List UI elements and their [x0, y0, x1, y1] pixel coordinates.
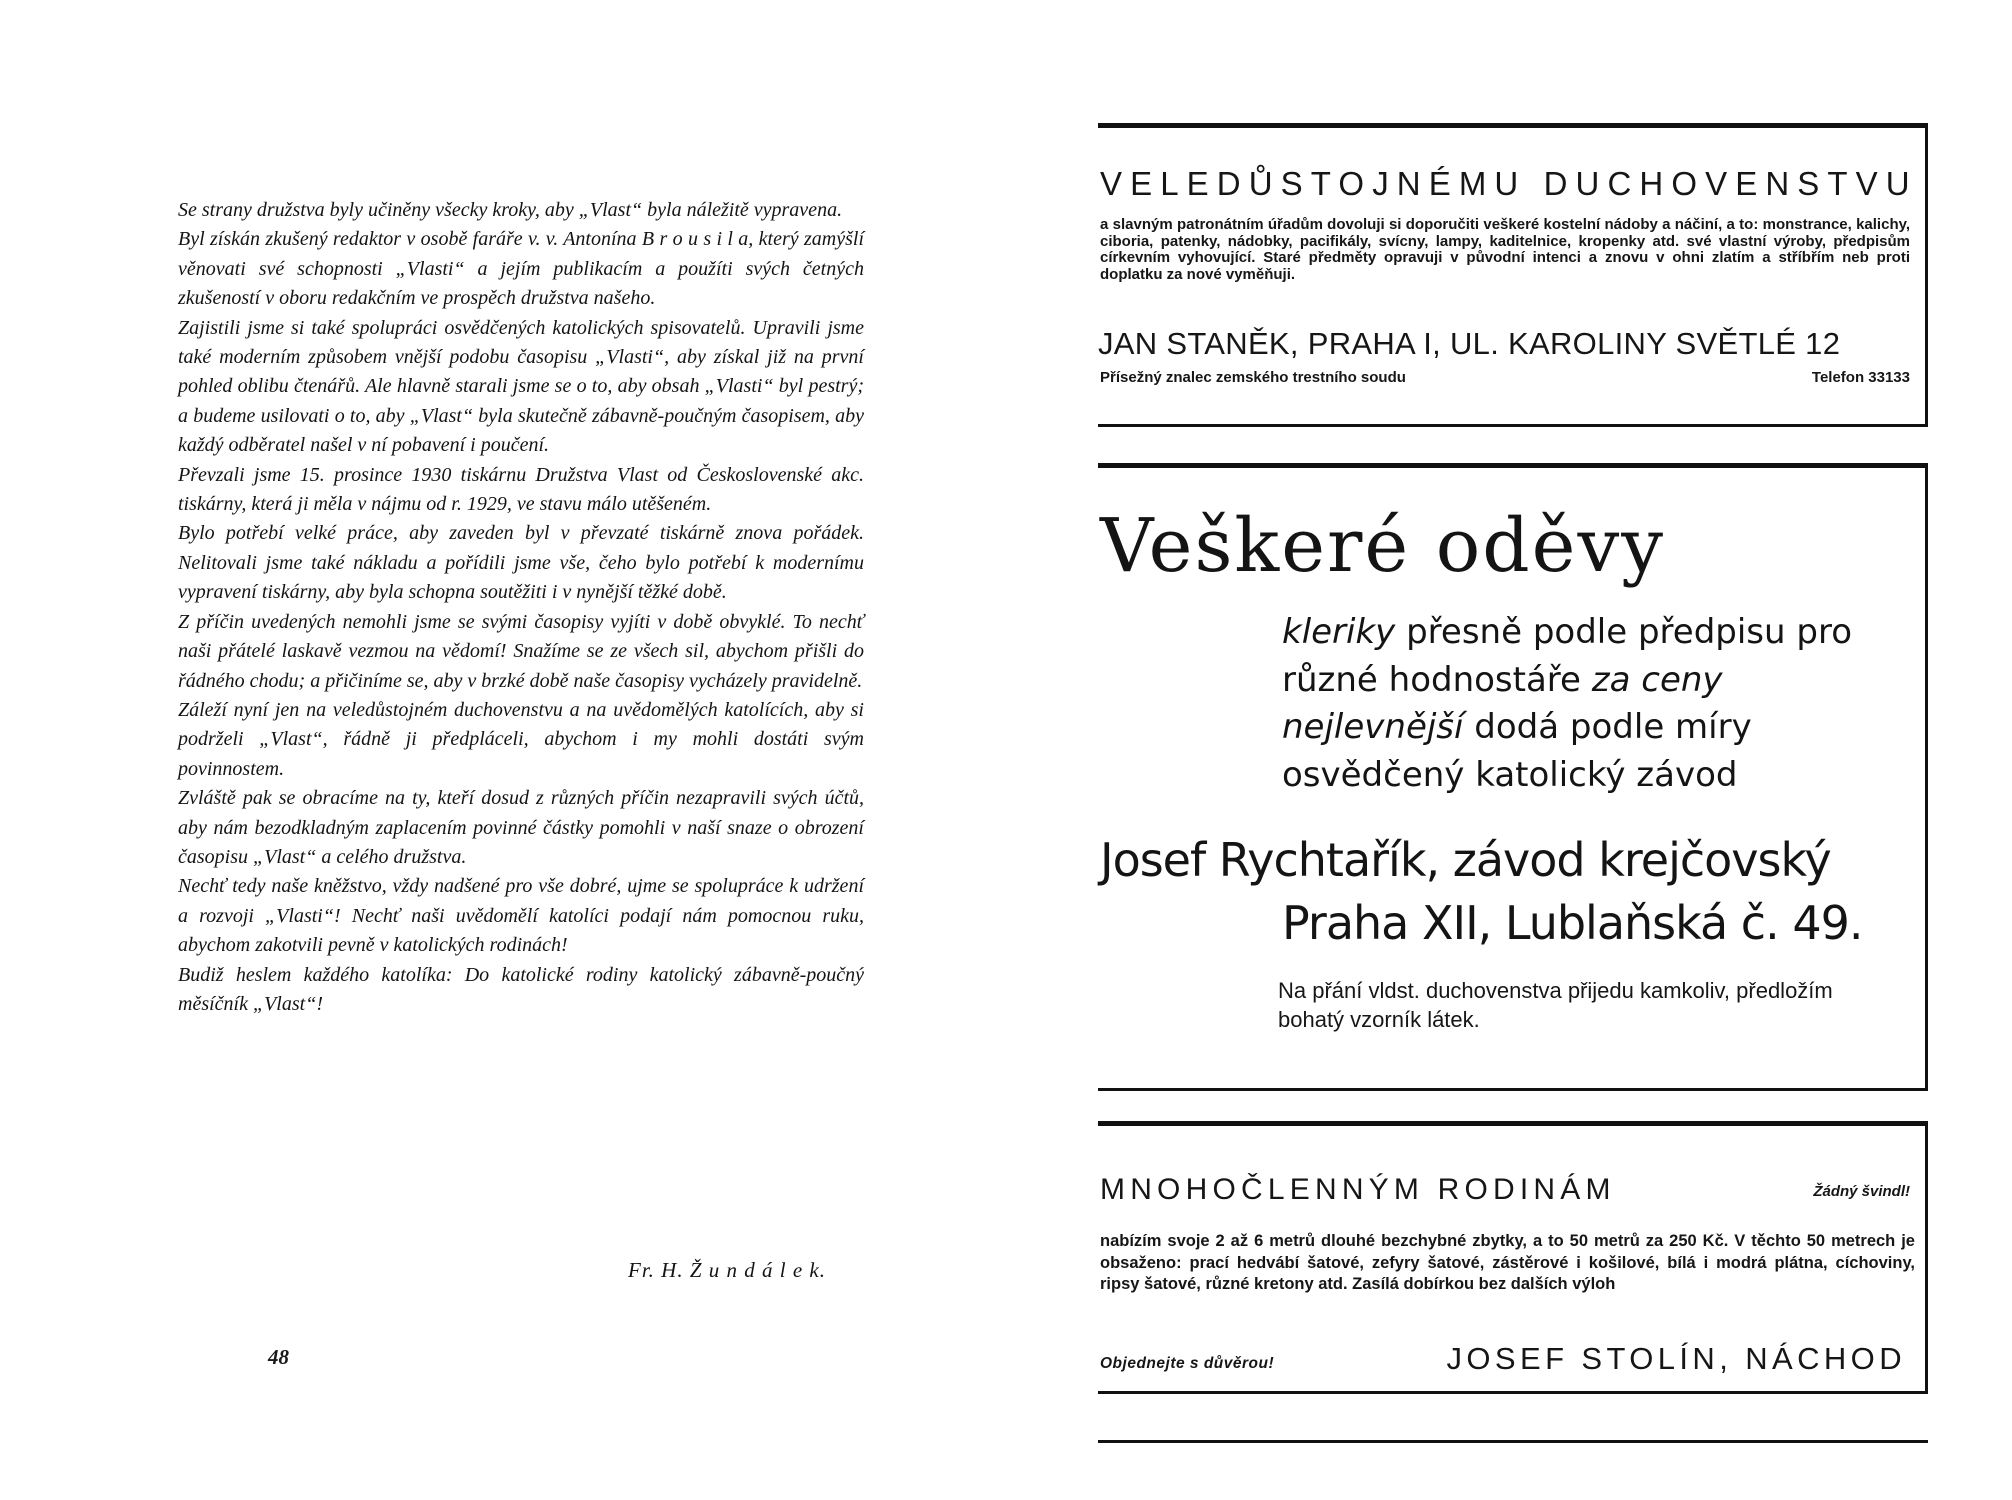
paragraph: Budiž heslem každého katolíka: Do katolické rodiny katolický zábavně-poučný měsíčník „Vlast“! [178, 963, 864, 1015]
ad-body: nabízím svoje 2 až 6 metrů dlouhé bezchybné zbytky, a to 50 metrů za 250 Kč. V těchto 50 metrech je obsaženo: prací hedvábí šatové, zefyry šatové, zástěrové i košilové, bílá i modrá plátna, cíchoviny, ripsy šatové, různé kretony atd. Zasílá dobírkou bez dalších výloh [1100, 1232, 1915, 1293]
paragraph: Bylo potřebí velké práce, aby zaveden byl v převzaté tiskárně znova pořádek. Nelitovali jsme také nákladu a pořídili jsme vše, čeho bylo potřebí k modernímu vypravení tiskárny, aby byla schopna soutěžiti i v nynější těžké době. [178, 522, 864, 604]
ad-text-italic: kleriky [1282, 612, 1396, 652]
ad-text [1282, 609, 1902, 799]
ad-bottom-rule [1098, 1088, 1928, 1091]
ad-call-to-action: Objednejte s důvěrou! [1100, 1355, 1275, 1372]
ad-divider-rule [1098, 1391, 1928, 1394]
ad-top-rule [1098, 463, 1928, 468]
ad-bottom-rule [1098, 1440, 1928, 1443]
ad-heading: VELEDŮSTOJNÉMU DUCHOVENSTVU [1100, 165, 1918, 202]
ad-top-rule [1098, 123, 1928, 128]
advertisement-clerical-clothing [1098, 463, 1928, 1091]
ad-text-italic: za ceny nejlevnější [1282, 659, 1723, 747]
ad-bottom-rule [1098, 424, 1928, 427]
ad-frame-right [1925, 1121, 1928, 1391]
article-signature: Fr. H. Ž u n d á l e k. [628, 1258, 826, 1282]
page-number: 48 [268, 1345, 289, 1369]
paragraph: Z příčin uvedených nemohli jsme se svými časopisy vyjíti v době obvyklé. To nechť naši přátelé laskavě vezmou na vědomí! Snažíme se ze všech sil, abychom přišli do řádného chodu; a přičiníme se, aby v brzké době naše časopisy vycházely pravidelně. [178, 610, 864, 692]
ad-tagline: Žádný švindl! [1813, 1183, 1910, 1200]
ad-address: Praha XII, Lublaňská č. 49. [1282, 896, 1863, 950]
ad-text-part: přesně podle předpisu pro různé hodnostáře [1282, 612, 1852, 700]
article-text [178, 196, 864, 1019]
ad-top-rule [1098, 1121, 1928, 1126]
ad-frame-right [1925, 123, 1928, 427]
paragraph: Převzali jsme 15. prosince 1930 tiskárnu Družstva Vlast od Československé akc. tiskárny, která ji měla v nájmu od r. 1929, ve stavu málo utěšeném. [178, 463, 864, 516]
paragraph: Se strany družstva byly učiněny všecky kroky, aby „Vlast“ byla náležitě vypravena. [178, 199, 843, 221]
ad-firm-name: Josef Rychtařík, závod krejčovský [1100, 833, 1831, 887]
paragraph: Záleží nyní jen na veledůstojném duchovenstvu a na uvědomělých katolících, aby si podrželi „Vlast“, řádně ji předpláceli, abychom i my mohli dostáti svým povinnostem. [178, 698, 864, 780]
ad-firm-name: JAN STANĚK, PRAHA I, UL. KAROLINY SVĚTLÉ 12 [1098, 326, 1841, 361]
ad-headline: Veškeré oděvy [1100, 503, 1666, 589]
advertisement-fabric-remnants [1098, 1121, 1928, 1443]
paragraph: Byl získán zkušený redaktor v osobě faráře v. v. Antonína B r o u s i l a, který zamýšlí věnovati své schopnosti „Vlasti“ a jejím publikacím a použíti svých četných zkušeností v oboru redakčním ve prospěch družstva našeho. [178, 228, 864, 310]
ad-heading: MNOHOČLENNÝM RODINÁM [1100, 1173, 1616, 1206]
right-page [1006, 0, 2012, 1500]
advertisement-church-vessels [1098, 123, 1928, 427]
ad-firm-name: JOSEF STOLÍN, NÁCHOD [1446, 1341, 1906, 1376]
ad-text-part: dodá podle míry osvědčený katolický závod [1282, 707, 1752, 795]
ad-note: Na přání vldst. duchovenstva přijedu kamkoliv, předložím bohatý vzorník látek. [1278, 978, 1833, 1032]
ad-frame-right [1925, 463, 1928, 1091]
paragraph: Nechť tedy naše kněžstvo, vždy nadšené pro vše dobré, ujme se spolupráce k udržení a rozvoji „Vlasti“! Nechť naši uvědomělí katolíci podají nám pomocnou ruku, abychom zakotvili pevně v katolických rodinách! [178, 875, 864, 957]
paragraph: Zvláště pak se obracíme na ty, kteří dosud z různých příčin nezapravili svých účtů, aby nám bezodkladným zaplacením povinné částky pomohli v naší snaze o obrození časopisu „Vlast“ a celého družstva. [178, 787, 864, 868]
ad-body: a slavným patronátním úřadům dovoluji si doporučiti veškeré kostelní nádoby a náčiní, a to: monstrance, kalichy, ciboria, patenky, nádobky, pacifikály, svícny, lampy, kaditelnice, kropenky atd. své vlastní výroby, předpisům církevním vyhovující. Staré předměty opravuji v původní intenci a znovu v ohni zlatím a stříbřím neb proti doplatku za nové vyměňuji. [1100, 216, 1910, 283]
paragraph: Zajistili jsme si také spolupráci osvědčených katolických spisovatelů. Upravili jsme také moderním způsobem vnější podobu časopisu „Vlasti“, aby získal již na první pohled oblibu čtenářů. Ale hlavně starali jsme se o to, aby obsah „Vlasti“ byl pestrý; a budeme usilovati o to, aby „Vlast“ byla skutečně zábavně-poučným časopisem, aby každý odběratel našel v ní pobavení i poučení. [178, 316, 864, 457]
ad-firm-subtitle: Přísežný znalec zemského trestního soudu [1100, 369, 1406, 386]
ad-phone: Telefon 33133 [1811, 369, 1910, 386]
